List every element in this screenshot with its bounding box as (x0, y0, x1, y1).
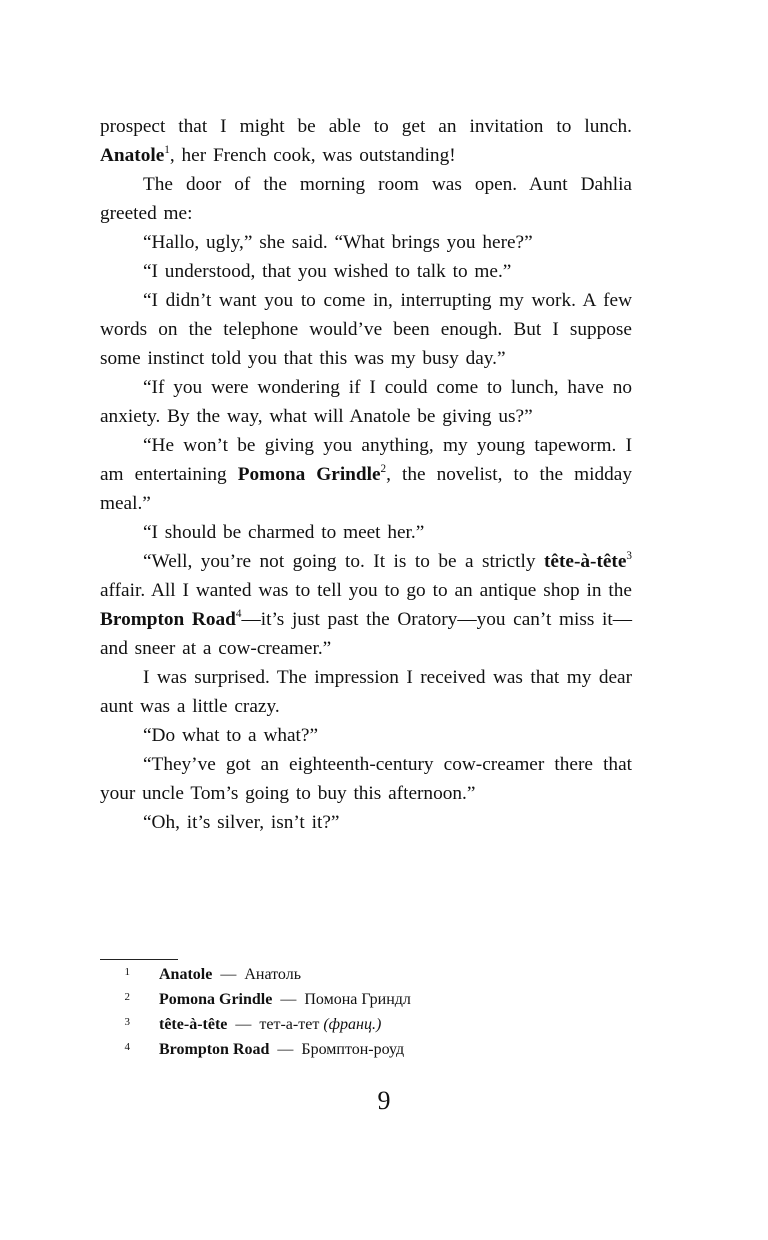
footnote-term: Anatole (159, 966, 213, 983)
footnote-translation: тет-а-тет (259, 1016, 320, 1033)
footnote-ref: 4 (235, 607, 242, 620)
body-text (100, 112, 632, 837)
paragraph: “I should be charmed to meet her.” (143, 522, 425, 543)
paragraph: I was surprised. The impression I received was that my dear aunt was a little crazy. (100, 667, 632, 717)
paragraph: “If you were wondering if I could come to lunch, have no anxiety. By the way, what will Anatole be giving us?” (100, 377, 632, 427)
footnote (100, 962, 632, 987)
paragraph: prospect that I might be able to get an invitation to lunch. Anatole$^1$, her French cook, was outstanding! (100, 116, 632, 166)
glossary-term: Pomona Grindle (237, 464, 381, 485)
glossary-term: Brompton Road (100, 609, 236, 630)
footnote-translation: Помона Гриндл (304, 991, 411, 1008)
paragraph: The door of the morning room was open. Aunt Dahlia greeted me: (100, 174, 632, 224)
paragraph: “I understood, that you wished to talk to me.” (143, 261, 512, 282)
footnote-dash: — (235, 1016, 252, 1033)
footnote-number: 1 (124, 966, 130, 978)
glossary-term: tête-à-tête (544, 551, 627, 572)
footnote-term: tête-à-tête (159, 1016, 228, 1033)
footnote-ref: 1 (164, 143, 170, 156)
footnote-term: Brompton Road (159, 1041, 270, 1058)
paragraph: “Well, you’re not going to. It is to be a strictly tête-à-tête$^3$ affair. All I wanted was to tell you to go to an antique shop in the Brompton Road$^4$—it’s just past the Oratory—you can’t miss it—and sneer at a cow-creamer.” (100, 549, 633, 659)
footnote-ref: 2 (380, 462, 387, 475)
footnote-dash: — (220, 966, 237, 983)
paragraph: “Hallo, ugly,” she said. “What brings you here?” (143, 232, 533, 253)
paragraph: “Oh, it’s silver, isn’t it?” (143, 812, 340, 833)
footnote-dash: — (280, 991, 297, 1008)
footnote-dash: — (277, 1041, 294, 1058)
footnote-language-note: (франц.) (323, 1016, 382, 1033)
footnote-term: Pomona Grindle (159, 991, 273, 1008)
footnote-number: 3 (124, 1016, 130, 1028)
footnotes (100, 962, 632, 1062)
footnote-number: 2 (124, 991, 130, 1003)
paragraph: “Do what to a what?” (143, 725, 319, 746)
paragraph: “They’ve got an eighteenth-century cow-creamer there that your uncle Tom’s going to buy this afternoon.” (100, 754, 632, 804)
footnote-ref: 3 (626, 549, 632, 562)
footnote-translation: Анатоль (244, 966, 301, 983)
footnote (100, 987, 632, 1012)
paragraph: “I didn’t want you to come in, interrupting my work. A few words on the telephone would’ve been enough. But I suppose some instinct told you that this was my busy day.” (100, 290, 632, 369)
footnote-number: 4 (124, 1041, 130, 1053)
glossary-term: Anatole (100, 145, 165, 166)
footnote-translation: Бромптон-роуд (301, 1041, 405, 1058)
footnote-divider (100, 959, 178, 960)
footnote (100, 1012, 632, 1037)
page-number: 9 (377, 1086, 391, 1115)
footnote (100, 1037, 632, 1062)
paragraph: “He won’t be giving you anything, my young tapeworm. I am entertaining Pomona Grindle$^2$, the novelist, to the midday meal.” (100, 435, 632, 514)
